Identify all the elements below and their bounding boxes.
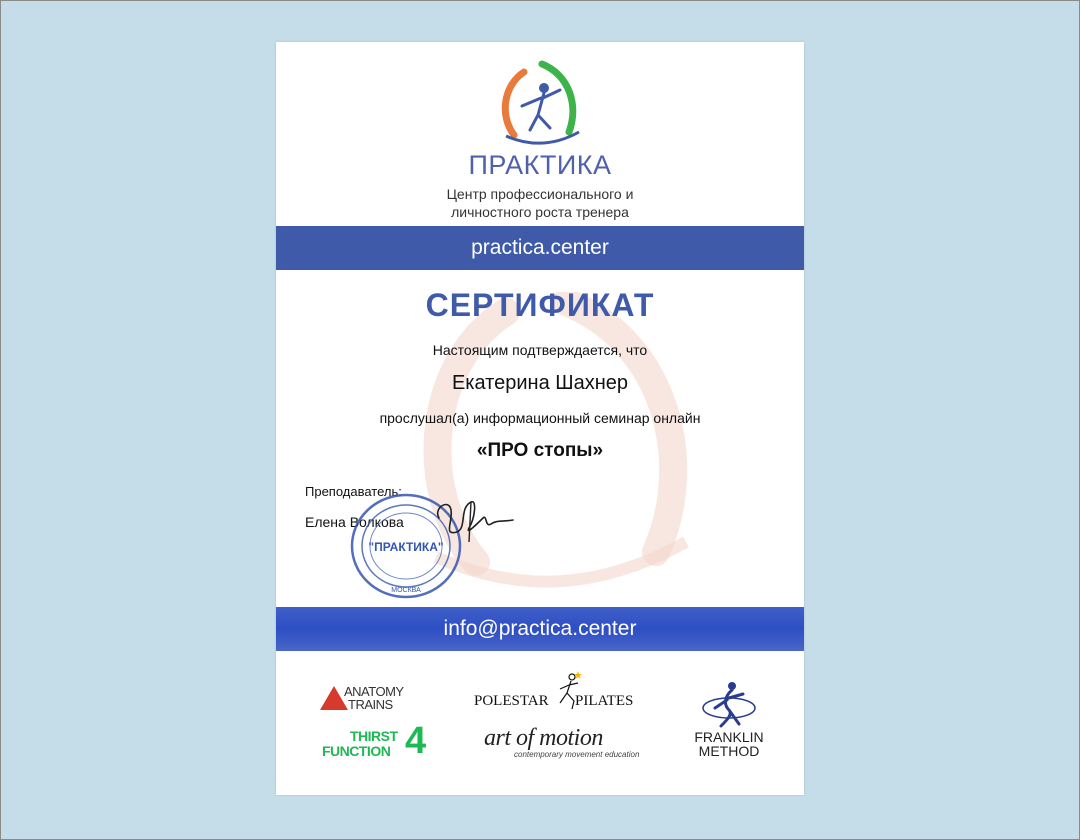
brand-tagline (276, 185, 804, 221)
certificate-page (276, 42, 804, 795)
teacher-label: Преподаватель: (305, 484, 402, 499)
certificate-title: СЕРТИФИКАТ (425, 287, 655, 323)
pilates-text: PILATES (575, 693, 634, 709)
art-of-motion-subtext: contemporary movement education (514, 750, 640, 759)
email-band: info@practica.center (276, 607, 804, 651)
function-text: FUNCTION (322, 743, 391, 759)
franklin-method-logo (684, 678, 774, 768)
thirst-text: THIRST (350, 728, 398, 744)
franklin-text: FRANKLIN (694, 729, 764, 745)
franklin-method-text (684, 730, 774, 758)
confirm-text: Настоящим подтверждается, что (432, 342, 648, 358)
polestar-pilates-logo (474, 689, 654, 717)
signature-icon (431, 488, 521, 548)
practica-logo-icon (494, 60, 584, 150)
thirst-function-logo (322, 722, 442, 762)
franklin-figure-icon (699, 678, 759, 728)
anatomy-trains-text-1: ANATOMY (344, 684, 404, 699)
method-text: METHOD (698, 743, 760, 759)
attended-text: прослушал(а) информационный семинар онлайн (379, 410, 701, 426)
recipient-name: Екатерина Шахнер (451, 372, 629, 394)
thirst-number: 4 (405, 720, 427, 762)
anatomy-trains-text-2: TRAINS (348, 697, 393, 712)
art-of-motion-logo (484, 725, 644, 765)
tagline-line-2: личностного роста тренера (451, 204, 629, 220)
website-band: practica.center (276, 226, 804, 270)
stamp-city-text: МОСКВА (391, 587, 421, 594)
art-of-motion-text: art of motion (484, 725, 603, 751)
teacher-name: Елена Волкова (305, 514, 404, 530)
brand-name: ПРАКТИКА (468, 150, 612, 180)
course-name: «ПРО стопы» (476, 440, 604, 461)
stamp-center-text: "ПРАКТИКА" (368, 540, 444, 554)
polestar-text: POLESTAR (474, 693, 549, 709)
tagline-line-1: Центр профессионального и (446, 186, 634, 202)
